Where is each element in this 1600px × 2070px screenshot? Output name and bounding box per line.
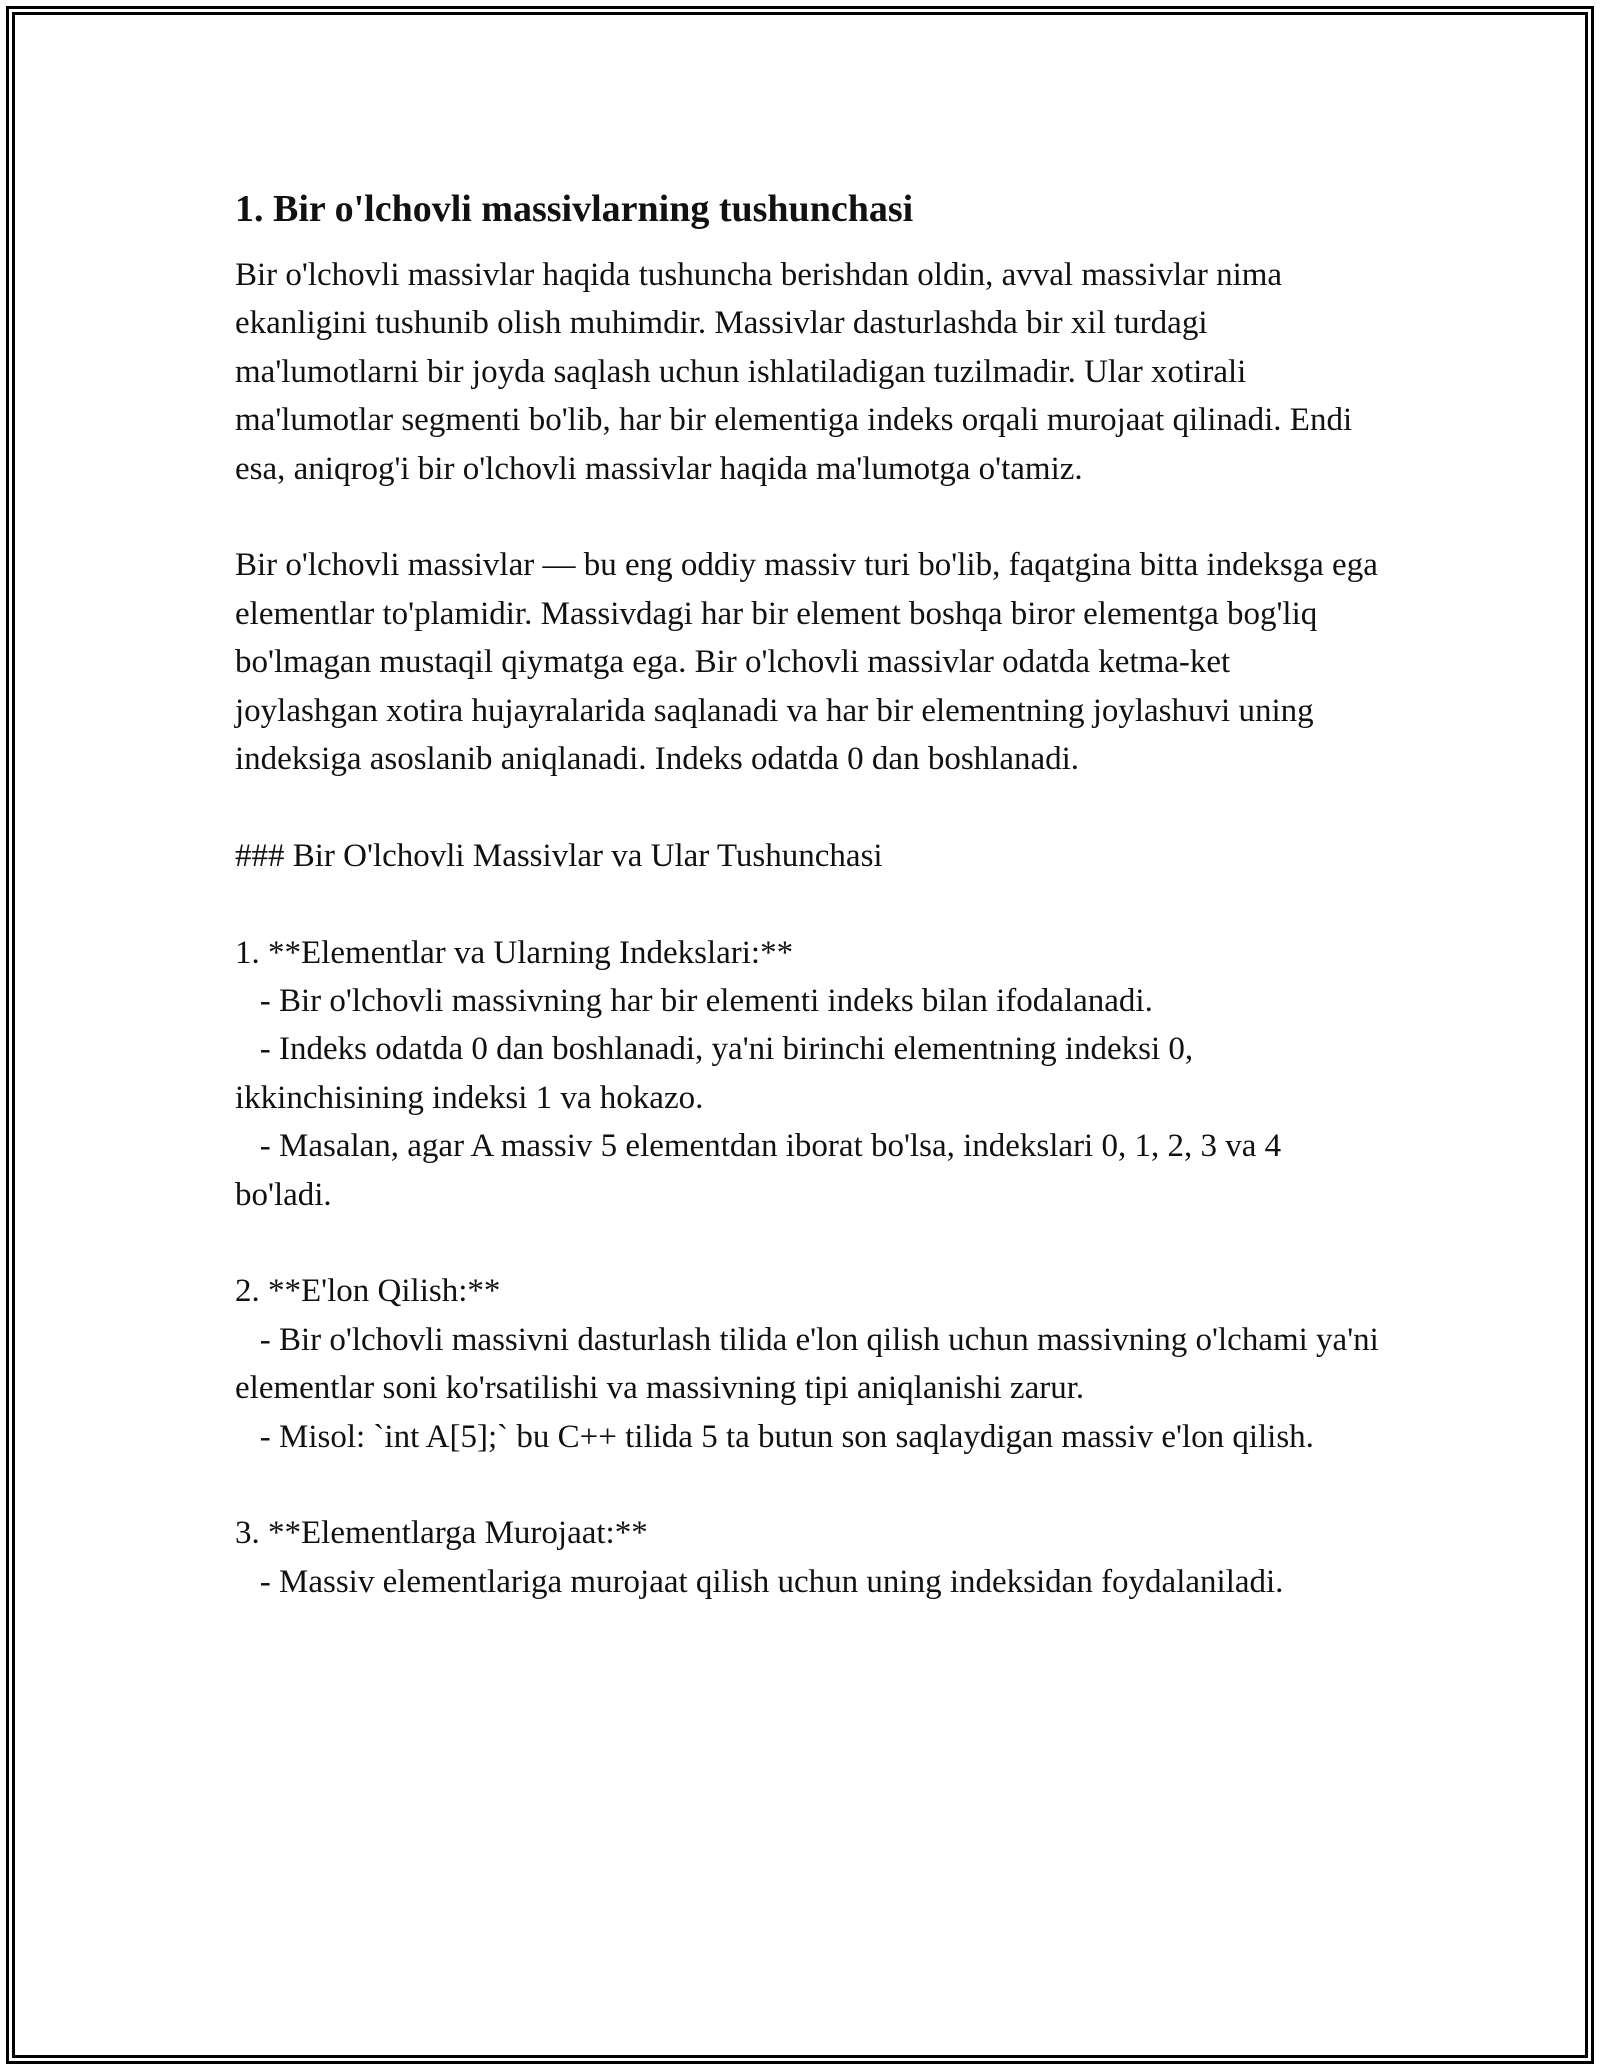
list-item-bullet: - Bir o'lchovli massivni dasturlash tilida e'lon qilish uchun massivning o'lchami ya'ni elementlar soni ko'rsatilishi va massivning tipi aniqlanishi zarur. (235, 1321, 1388, 1407)
list-item-title: 1. **Elementlar va Ularning Indekslari:** (235, 934, 794, 971)
list-item-title: 2. **E'lon Qilish:** (235, 1273, 501, 1310)
list-item-bullet: - Masalan, agar A massiv 5 elementdan iborat bo'lsa, indekslari 0, 1, 2, 3 va 4 bo'ladi. (235, 1128, 1290, 1213)
document-body (235, 185, 1388, 1655)
paragraph-intro: Bir o'lchovli massivlar haqida tushuncha berishdan oldin, avval massivlar nima ekanligini tushunib olish muhimdir. Massivlar dasturlashda bir xil turdagi ma'lumotlarni bir joyda saqlash uchun ishlatiladigan tuzilmadir. Ular xotirali ma'lumotlar segmenti bo'lib, har bir elementiga indeks orqali murojaat qilinadi. Endi esa, aniqrog'i bir o'lchovli massivlar haqida ma'lumotga o'tamiz. (235, 257, 1353, 487)
section-heading: 1. Bir o'lchovli massivlarning tushunchasi (235, 188, 914, 230)
list-item-element-access (235, 1509, 1380, 1606)
list-item-elements-indices (235, 929, 1380, 1219)
list-item-bullet: - Indeks odatda 0 dan boshlanadi, ya'ni birinchi elementning indeksi 0, ikkinchisining indeksi 1 va hokazo. (235, 1031, 1202, 1116)
list-item-declaration (235, 1267, 1388, 1461)
list-item-bullet: - Massiv elementlariga murojaat qilish uchun uning indeksidan foydalaniladi. (235, 1563, 1284, 1600)
paragraph-definition: Bir o'lchovli massivlar — bu eng oddiy massiv turi bo'lib, faqatgina bitta indeksga ega elementlar to'plamidir. Massivdagi har bir element boshqa biror elementga bog'liq bo'lmagan mustaqil qiymatga ega. Bir o'lchovli massivlar odatda ketma-ket joylashgan xotira hujayralarida saqlanadi va har bir elementning joylashuvi uning indeksiga asoslanib aniqlanadi. Indeks odatda 0 dan boshlanadi. (235, 547, 1378, 778)
list-item-title: 3. **Elementlarga Murojaat:** (235, 1515, 648, 1552)
list-item-bullet: - Bir o'lchovli massivning har bir elementi indeks bilan ifodalanadi. (235, 983, 1153, 1020)
markdown-subheading: ### Bir O'lchovli Massivlar va Ular Tushunchasi (235, 837, 883, 874)
list-item-bullet: - Misol: `int A[5];` bu C++ tilida 5 ta butun son saqlaydigan massiv e'lon qilish. (235, 1418, 1314, 1455)
